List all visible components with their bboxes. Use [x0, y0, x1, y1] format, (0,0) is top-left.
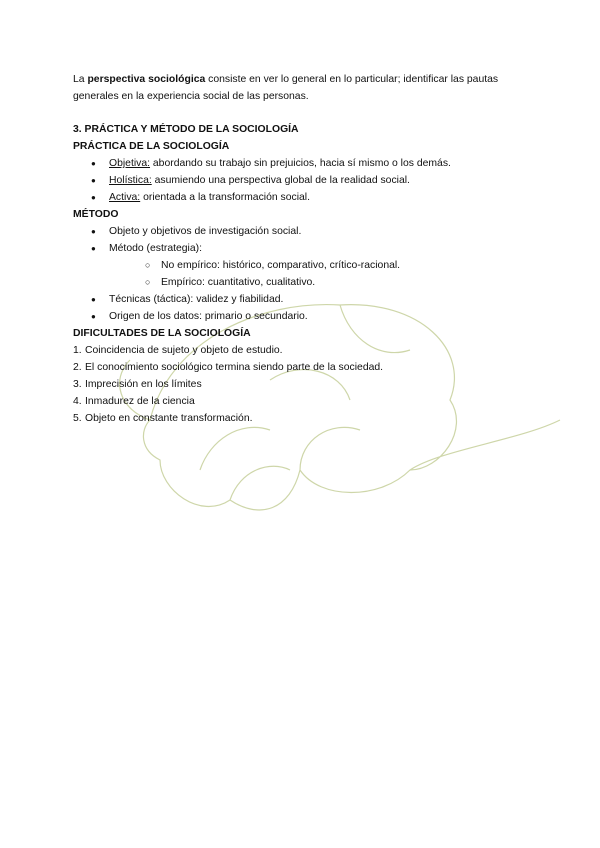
list-item	[73, 342, 533, 359]
list-item	[73, 376, 533, 393]
item-text: El conocimiento sociológico termina siendo parte de la sociedad.	[85, 362, 384, 373]
list-item	[73, 359, 533, 376]
item-number: 1.	[73, 345, 82, 356]
item-text: Inmadurez de la ciencia	[85, 396, 195, 407]
item-text: Coincidencia de sujeto y objeto de estudio.	[85, 345, 283, 356]
sub-list-item: ○ No empírico: histórico, comparativo, crítico-racional.	[145, 257, 533, 274]
sub-list-item: ○ Empírico: cuantitativo, cualitativo.	[145, 274, 533, 291]
item-number: 3.	[73, 379, 82, 390]
intro-paragraph	[73, 71, 533, 105]
list-item	[73, 410, 533, 427]
item-text: Imprecisión en los límites	[85, 379, 202, 390]
list-item	[73, 393, 533, 410]
practica-list	[73, 155, 533, 206]
term-activa: Activa:	[109, 192, 141, 203]
item-number: 4.	[73, 396, 82, 407]
item-text: orientada a la transformación social.	[140, 192, 310, 203]
intro-prefix: La	[73, 74, 88, 85]
list-item	[91, 172, 533, 189]
list-item	[91, 240, 533, 291]
practica-title: PRÁCTICA DE LA SOCIOLOGÍA	[73, 141, 230, 152]
dificultades-list	[73, 342, 533, 427]
item-number: 5.	[73, 413, 82, 424]
section-title: 3. PRÁCTICA Y MÉTODO DE LA SOCIOLOGÍA	[73, 124, 299, 135]
list-item: ● Objeto y objetivos de investigación social.	[91, 223, 533, 240]
list-item	[91, 155, 533, 172]
document-body	[73, 71, 533, 427]
list-item	[91, 189, 533, 206]
dificultades-title: DIFICULTADES DE LA SOCIOLOGÍA	[73, 328, 251, 339]
metodo-list	[73, 223, 533, 325]
item-text: abordando su trabajo sin prejuicios, hacia sí mismo o los demás.	[150, 158, 451, 169]
item-number: 2.	[73, 362, 82, 373]
list-item: ● Origen de los datos: primario o secundario.	[91, 308, 533, 325]
intro-bold-term: perspectiva sociológica	[87, 74, 206, 85]
term-objetiva: Objetiva:	[109, 158, 151, 169]
list-item: ● Técnicas (táctica): validez y fiabilidad.	[91, 291, 533, 308]
item-text: Método (estrategia):	[109, 243, 202, 254]
term-holistica: Holística:	[109, 175, 152, 186]
item-text: asumiendo una perspectiva global de la realidad social.	[151, 175, 410, 186]
metodo-title: MÉTODO	[73, 209, 119, 220]
intro-rest: consiste en ver lo general en lo particular; identificar las pautas generales en la experiencia social de las personas.	[73, 74, 499, 102]
item-text: Objeto en constante transformación.	[85, 413, 253, 424]
metodo-sublist	[109, 257, 533, 291]
